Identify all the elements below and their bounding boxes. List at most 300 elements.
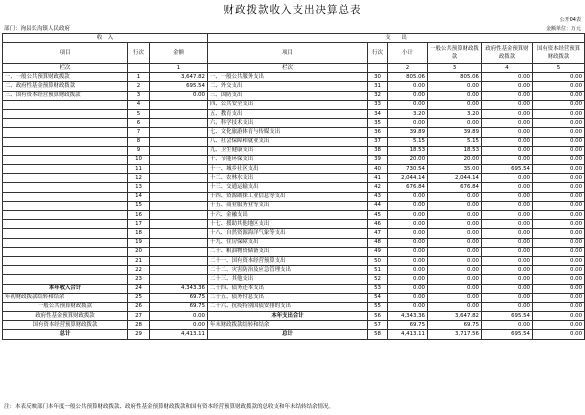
income-line-no: 25: [128, 293, 150, 302]
expense-state-capital: 0.00: [533, 211, 585, 220]
expense-item: 二十六、抗疫特别国债安排的支出: [208, 302, 368, 311]
expense-gov-fund: 0.00: [482, 201, 533, 210]
expense-gov-fund: 0.00: [482, 109, 533, 118]
income-amount: [150, 220, 208, 229]
expense-gov-fund: 0.00: [482, 266, 533, 275]
table-row: [3, 165, 585, 174]
expense-state-capital: 0.00: [533, 330, 585, 339]
expense-state-capital: 0.00: [533, 146, 585, 155]
income-amount: 0.00: [150, 91, 208, 100]
expense-item: 三、国防支出: [208, 91, 368, 100]
expense-item: 十四、资源勘探工业信息等支出: [208, 192, 368, 201]
expense-gen-budget: 0.00: [428, 247, 482, 256]
footnote: 注：本表反映部门本年度一般公共预算财政拨款、政府性基金预算财政拨款和国有资本经营预算财政拨款的总收支和年末结转结余情况。: [4, 404, 335, 410]
col-label-right: 栏次: [208, 64, 368, 73]
income-line-no: 14: [128, 192, 150, 201]
expense-item: 十六、金融支出: [208, 211, 368, 220]
expense-line-no: 44: [368, 201, 388, 210]
income-amount: 695.54: [150, 82, 208, 91]
expense-item: 十二、农林水支出: [208, 174, 368, 183]
expense-state-capital: 0.00: [533, 128, 585, 137]
income-item: [3, 229, 128, 238]
income-line-no: 18: [128, 229, 150, 238]
expense-item: 二十五、债务付息支出: [208, 293, 368, 302]
expense-subtotal: 69.75: [388, 321, 428, 330]
expense-line-no: 36: [368, 128, 388, 137]
expense-line-no: 57: [368, 321, 388, 330]
income-line-no: 15: [128, 201, 150, 210]
expense-gen-budget: 0.00: [428, 100, 482, 109]
income-item: [3, 109, 128, 118]
income-amount-header: 金额: [150, 43, 208, 64]
expense-subtotal: 0.00: [388, 284, 428, 293]
income-line-no: 28: [128, 321, 150, 330]
expense-item: 十九、住房保障支出: [208, 238, 368, 247]
table-row: [3, 275, 585, 284]
income-line-no: 8: [128, 137, 150, 146]
expense-item: 本年支出合计: [208, 312, 368, 321]
income-line-no: 21: [128, 256, 150, 265]
table-row: [3, 247, 585, 256]
state-capital-header: 国有资本经营预算财政拨款: [533, 43, 585, 64]
expense-subtotal: 730.54: [388, 165, 428, 174]
expense-state-capital: 0.00: [533, 312, 585, 321]
expense-gov-fund: 695.54: [482, 312, 533, 321]
expense-item: 一、一般公共服务支出: [208, 73, 368, 82]
table-row: [3, 183, 585, 192]
expense-gen-budget: 0.00: [428, 91, 482, 100]
expense-item: 二十四、债务还本支出: [208, 284, 368, 293]
table-row: [3, 137, 585, 146]
income-item: 政府性基金预算财政拨款: [3, 312, 128, 321]
expense-gen-budget: 0.00: [428, 201, 482, 210]
col-label-left: 栏次: [3, 64, 128, 73]
table-row: [3, 100, 585, 109]
income-item: 一般公共预算财政拨款: [3, 302, 128, 311]
expense-header: 支 出: [208, 34, 585, 43]
income-line-no: 10: [128, 155, 150, 164]
expense-item: 总计: [208, 330, 368, 339]
income-item: 一、一般公共预算财政拨款: [3, 73, 128, 82]
expense-gov-fund: 0.00: [482, 192, 533, 201]
table-row: [3, 266, 585, 275]
budget-table: [2, 33, 585, 340]
expense-subtotal: 4,413.11: [388, 330, 428, 339]
expense-line-no: 41: [368, 174, 388, 183]
income-amount: [150, 174, 208, 183]
income-item: [3, 247, 128, 256]
table-row: [3, 284, 585, 293]
expense-item: 十七、援助其他地区支出: [208, 220, 368, 229]
expense-state-capital: 0.00: [533, 201, 585, 210]
expense-item: 二十三、其他支出: [208, 275, 368, 284]
expense-subtotal: 5.15: [388, 137, 428, 146]
department-label: 部门：洵县长沟镇人民政府: [4, 26, 71, 32]
expense-gov-fund: 0.00: [482, 155, 533, 164]
income-line-no: 29: [128, 330, 150, 339]
table-row: [3, 293, 585, 302]
expense-gen-budget: 0.00: [428, 119, 482, 128]
income-line-no: 1: [128, 73, 150, 82]
expense-subtotal: 18.53: [388, 146, 428, 155]
expense-gov-fund: 0.00: [482, 321, 533, 330]
income-amount: [150, 155, 208, 164]
expense-line-no: 43: [368, 192, 388, 201]
expense-gen-budget: 0.00: [428, 293, 482, 302]
expense-line-no: 31: [368, 82, 388, 91]
expense-state-capital: 0.00: [533, 229, 585, 238]
expense-item: 二、外交支出: [208, 82, 368, 91]
expense-subtotal: 0.00: [388, 247, 428, 256]
table-row: [3, 82, 585, 91]
expense-subtotal: 0.00: [388, 266, 428, 275]
income-item: [3, 137, 128, 146]
income-item: [3, 201, 128, 210]
expense-gov-fund: 0.00: [482, 183, 533, 192]
expense-state-capital: 0.00: [533, 73, 585, 82]
expense-state-capital: 0.00: [533, 155, 585, 164]
expense-item: 二十一、国有资本经营预算支出: [208, 256, 368, 265]
income-amount: 0.00: [150, 321, 208, 330]
table-row: [3, 229, 585, 238]
income-line-no: 16: [128, 211, 150, 220]
expense-subtotal: 0.00: [388, 192, 428, 201]
expense-gen-budget: 0.00: [428, 192, 482, 201]
income-amount: 69.75: [150, 302, 208, 311]
expense-item: 十五、商业服务业等支出: [208, 201, 368, 210]
expense-line-no: 56: [368, 312, 388, 321]
expense-gov-fund: 0.00: [482, 100, 533, 109]
expense-gov-fund: 0.00: [482, 119, 533, 128]
income-amount: [150, 137, 208, 146]
expense-line-no: 39: [368, 155, 388, 164]
income-line-no: 17: [128, 220, 150, 229]
expense-state-capital: 0.00: [533, 82, 585, 91]
income-item: [3, 220, 128, 229]
expense-gen-budget: 39.89: [428, 128, 482, 137]
table-row: [3, 321, 585, 330]
expense-subtotal: 0.00: [388, 229, 428, 238]
expense-line-no: 50: [368, 256, 388, 265]
expense-line-no: 47: [368, 229, 388, 238]
table-row: [3, 302, 585, 311]
expense-line-no: 38: [368, 146, 388, 155]
expense-state-capital: 0.00: [533, 137, 585, 146]
expense-subtotal: 0.00: [388, 91, 428, 100]
expense-line-no: 40: [368, 165, 388, 174]
income-amount: [150, 146, 208, 155]
expense-item: 二十、粮油物资储备支出: [208, 247, 368, 256]
expense-gov-fund: 0.00: [482, 284, 533, 293]
expense-gov-fund: 0.00: [482, 91, 533, 100]
expense-gen-budget: 805.06: [428, 73, 482, 82]
expense-gen-budget: 0.00: [428, 211, 482, 220]
income-item: [3, 238, 128, 247]
table-row: [3, 256, 585, 265]
expense-item: 十一、城乡社区支出: [208, 165, 368, 174]
income-item: [3, 174, 128, 183]
col-number: 1: [150, 64, 208, 73]
income-amount: 0.00: [150, 312, 208, 321]
expense-line-no: 51: [368, 266, 388, 275]
unit-label: 金额单位：万元: [545, 26, 581, 32]
income-item: 年初财政拨款结转和结余: [3, 293, 128, 302]
report-title: 财政拨款收入支出决算总表: [223, 4, 362, 16]
expense-gov-fund: 0.00: [482, 73, 533, 82]
expense-line-no: 35: [368, 119, 388, 128]
gov-fund-header: 政府性基金预算财政拨款: [482, 43, 533, 64]
gen-budget-header: 一般公共预算财政拨款: [428, 43, 482, 64]
expense-line-no: 53: [368, 284, 388, 293]
income-item: 总计: [3, 330, 128, 339]
col-number: 2: [388, 64, 428, 73]
expense-gen-budget: 0.00: [428, 275, 482, 284]
expense-line-no: 37: [368, 137, 388, 146]
expense-gen-budget: 0.00: [428, 284, 482, 293]
income-amount: [150, 256, 208, 265]
income-line-no: 3: [128, 91, 150, 100]
expense-gen-budget: 3,717.56: [428, 330, 482, 339]
expense-gen-budget: 0.00: [428, 238, 482, 247]
expense-gov-fund: 695.54: [482, 330, 533, 339]
expense-gov-fund: 0.00: [482, 146, 533, 155]
income-amount: [150, 229, 208, 238]
income-amount: [150, 201, 208, 210]
income-line-no: 19: [128, 238, 150, 247]
table-row: [3, 146, 585, 155]
income-item: [3, 183, 128, 192]
expense-subtotal: 0.00: [388, 238, 428, 247]
expense-gen-budget: 18.53: [428, 146, 482, 155]
income-amount: 4,343.36: [150, 284, 208, 293]
expense-line-no: 52: [368, 275, 388, 284]
expense-line-no: 45: [368, 211, 388, 220]
expense-line-no: 58: [368, 330, 388, 339]
expense-gov-fund: 0.00: [482, 137, 533, 146]
expense-subtotal: 805.06: [388, 73, 428, 82]
expense-state-capital: 0.00: [533, 174, 585, 183]
expense-gov-fund: 0.00: [482, 82, 533, 91]
expense-gov-fund: 0.00: [482, 128, 533, 137]
income-amount: [150, 109, 208, 118]
expense-gov-fund: 0.00: [482, 256, 533, 265]
expense-item: 十、节能环保支出: [208, 155, 368, 164]
table-row: [3, 201, 585, 210]
table-row: [3, 220, 585, 229]
income-line-no: 26: [128, 302, 150, 311]
expense-subtotal: 20.00: [388, 155, 428, 164]
income-item: 二、政府性基金预算财政拨款: [3, 82, 128, 91]
income-item: [3, 192, 128, 201]
expense-state-capital: 0.00: [533, 100, 585, 109]
expense-gen-budget: 69.75: [428, 321, 482, 330]
expense-gov-fund: 0.00: [482, 174, 533, 183]
table-row: [3, 119, 585, 128]
expense-state-capital: 0.00: [533, 109, 585, 118]
expense-gov-fund: 0.00: [482, 211, 533, 220]
expense-state-capital: 0.00: [533, 256, 585, 265]
expense-gov-fund: 0.00: [482, 275, 533, 284]
expense-gen-budget: 2,044.14: [428, 174, 482, 183]
income-line-no: 20: [128, 247, 150, 256]
expense-line-no: 32: [368, 91, 388, 100]
form-code: 公开04表: [559, 17, 581, 23]
subtotal-header: 小计: [388, 43, 428, 64]
expense-state-capital: 0.00: [533, 192, 585, 201]
expense-line-no: 54: [368, 293, 388, 302]
income-line-no: 9: [128, 146, 150, 155]
income-amount: [150, 238, 208, 247]
expense-gen-budget: 0.00: [428, 302, 482, 311]
expense-item: 二十二、灾害防治及应急管理支出: [208, 266, 368, 275]
expense-state-capital: 0.00: [533, 302, 585, 311]
income-item: [3, 211, 128, 220]
expense-gov-fund: 0.00: [482, 238, 533, 247]
expense-gen-budget: 0.00: [428, 229, 482, 238]
income-item: 国有资本经营预算财政拨款: [3, 321, 128, 330]
table-row: [3, 238, 585, 247]
expense-gen-budget: 0.00: [428, 82, 482, 91]
table-row: [3, 128, 585, 137]
expense-state-capital: 0.00: [533, 321, 585, 330]
expense-subtotal: 0.00: [388, 293, 428, 302]
income-amount: 4,413.11: [150, 330, 208, 339]
income-item: [3, 155, 128, 164]
expense-gov-fund: 0.00: [482, 247, 533, 256]
income-item: [3, 128, 128, 137]
expense-state-capital: 0.00: [533, 165, 585, 174]
expense-state-capital: 0.00: [533, 238, 585, 247]
expense-item: 七、文化旅游体育与传媒支出: [208, 128, 368, 137]
expense-state-capital: 0.00: [533, 275, 585, 284]
income-item: [3, 275, 128, 284]
income-item: [3, 165, 128, 174]
expense-subtotal: 0.00: [388, 302, 428, 311]
income-line-no: 13: [128, 183, 150, 192]
col-number: 5: [533, 64, 585, 73]
expense-subtotal: 0.00: [388, 211, 428, 220]
income-line-no: 22: [128, 266, 150, 275]
income-item: [3, 146, 128, 155]
income-line-no: 4: [128, 100, 150, 109]
col-number: 4: [482, 64, 533, 73]
income-amount: 69.75: [150, 293, 208, 302]
expense-gov-fund: 695.54: [482, 165, 533, 174]
income-line-no: 24: [128, 284, 150, 293]
income-line-no: 12: [128, 174, 150, 183]
income-line-no: 27: [128, 312, 150, 321]
expense-gen-budget: 3.20: [428, 109, 482, 118]
expense-state-capital: 0.00: [533, 247, 585, 256]
income-item: [3, 266, 128, 275]
table-row: [3, 192, 585, 201]
income-amount: [150, 275, 208, 284]
expense-state-capital: 0.00: [533, 293, 585, 302]
expense-subtotal: 4,343.36: [388, 312, 428, 321]
expense-item: 四、公共安全支出: [208, 100, 368, 109]
expense-gov-fund: 0.00: [482, 293, 533, 302]
income-line-no: 6: [128, 119, 150, 128]
expense-gov-fund: 0.00: [482, 302, 533, 311]
col-number: 3: [428, 64, 482, 73]
income-item: 本年收入合计: [3, 284, 128, 293]
table-row: [3, 312, 585, 321]
expense-subtotal: 676.84: [388, 183, 428, 192]
income-item: [3, 100, 128, 109]
expense-item: 八、社会保障和就业支出: [208, 137, 368, 146]
income-amount: [150, 211, 208, 220]
expense-line-no: 33: [368, 100, 388, 109]
income-header: 收 入: [3, 34, 208, 43]
expense-gov-fund: 0.00: [482, 229, 533, 238]
expense-subtotal: 0.00: [388, 275, 428, 284]
expense-state-capital: 0.00: [533, 284, 585, 293]
income-amount: [150, 100, 208, 109]
expense-gen-budget: 676.84: [428, 183, 482, 192]
expense-subtotal: 2,044.14: [388, 174, 428, 183]
expense-subtotal: 0.00: [388, 119, 428, 128]
expense-line-no: 46: [368, 220, 388, 229]
income-amount: [150, 128, 208, 137]
expense-subtotal: 39.89: [388, 128, 428, 137]
income-amount: 3,647.82: [150, 73, 208, 82]
income-item: 三、国有资本经营预算财政拨款: [3, 91, 128, 100]
expense-subtotal: 0.00: [388, 82, 428, 91]
table-row: [3, 109, 585, 118]
income-line-header: 行次: [128, 43, 150, 64]
expense-item: 十三、交通运输支出: [208, 183, 368, 192]
expense-line-no: 48: [368, 238, 388, 247]
expense-state-capital: 0.00: [533, 183, 585, 192]
expense-subtotal: 3.20: [388, 109, 428, 118]
expense-subtotal: 0.00: [388, 201, 428, 210]
table-row: [3, 91, 585, 100]
expense-item: 九、卫生健康支出: [208, 146, 368, 155]
expense-gen-budget: 3,647.82: [428, 312, 482, 321]
income-line-no: 11: [128, 165, 150, 174]
expense-item-header: 项目: [208, 43, 368, 64]
expense-line-no: 34: [368, 109, 388, 118]
expense-line-no: 30: [368, 73, 388, 82]
table-row: [3, 330, 585, 339]
income-amount: [150, 165, 208, 174]
expense-subtotal: 0.00: [388, 220, 428, 229]
income-line-no: 23: [128, 275, 150, 284]
income-line-no: 2: [128, 82, 150, 91]
expense-gov-fund: 0.00: [482, 220, 533, 229]
expense-line-no: 49: [368, 247, 388, 256]
income-amount: [150, 247, 208, 256]
income-item-header: 项目: [3, 43, 128, 64]
expense-subtotal: 0.00: [388, 100, 428, 109]
expense-state-capital: 0.00: [533, 91, 585, 100]
income-item: [3, 119, 128, 128]
income-item: [3, 256, 128, 265]
income-amount: [150, 119, 208, 128]
income-amount: [150, 266, 208, 275]
income-line-no: 7: [128, 128, 150, 137]
table-row: [3, 174, 585, 183]
expense-gen-budget: 0.00: [428, 256, 482, 265]
table-row: [3, 211, 585, 220]
expense-item: 十八、自然资源海洋气象等支出: [208, 229, 368, 238]
expense-item: 五、教育支出: [208, 109, 368, 118]
expense-gen-budget: 0.00: [428, 220, 482, 229]
table-row: [3, 155, 585, 164]
expense-subtotal: 0.00: [388, 256, 428, 265]
expense-line-no: 42: [368, 183, 388, 192]
income-line-no: 5: [128, 109, 150, 118]
